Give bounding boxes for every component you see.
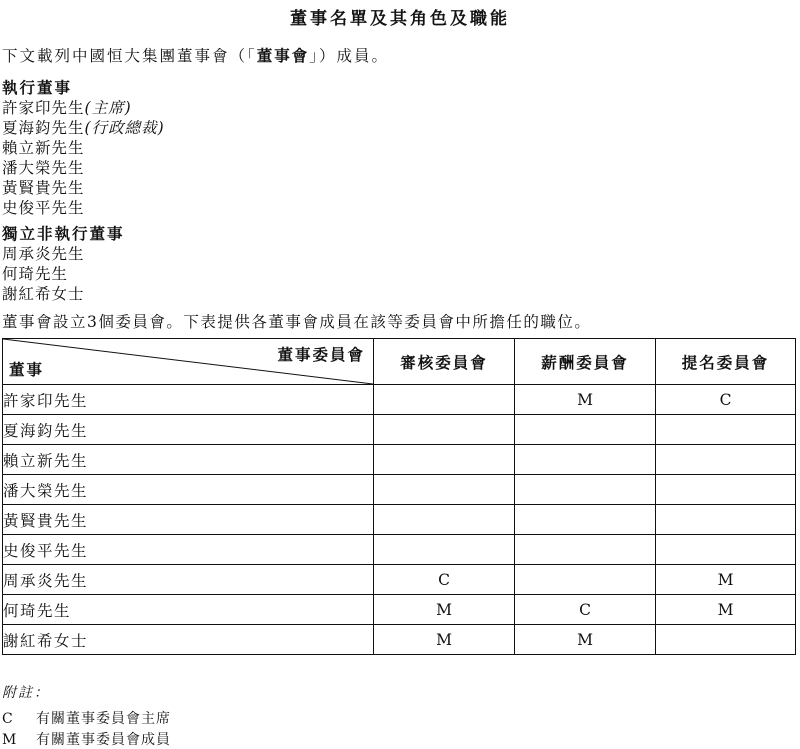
director-name: 賴立新先生 (2, 139, 85, 157)
director-name: 許家印先生 (2, 99, 85, 117)
executive-directors-section (2, 78, 165, 218)
audit-role-cell (374, 415, 515, 445)
row-director-name: 許家印先生 (3, 385, 374, 415)
audit-role-cell (374, 385, 515, 415)
director-name: 黃賢貴先生 (2, 179, 85, 197)
remuneration-role-cell (515, 535, 656, 565)
table-corner-cell (3, 339, 374, 385)
director-name: 潘大榮先生 (2, 159, 85, 177)
corner-label-directors: 董事 (9, 361, 45, 379)
nomination-role-cell (656, 535, 796, 565)
intro-text-end: 」）成員。 (309, 47, 390, 65)
column-header-remuneration: 薪酬委員會 (515, 339, 656, 385)
corner-label-committees: 董事委員會 (277, 346, 365, 364)
committee-roles-table (2, 338, 796, 655)
notes-heading: 附註： (2, 685, 50, 701)
table-row (3, 445, 796, 475)
remuneration-role-cell (515, 415, 656, 445)
row-director-name: 黃賢貴先生 (3, 505, 374, 535)
executive-director-line (2, 198, 165, 218)
director-name: 史俊平先生 (2, 199, 85, 217)
table-row (3, 625, 796, 655)
table-row (3, 565, 796, 595)
column-header-nomination: 提名委員會 (656, 339, 796, 385)
committee-intro: 董事會設立3個委員會。下表提供各董事會成員在該等委員會中所擔任的職位。 (2, 313, 592, 331)
note-item (2, 729, 171, 749)
nomination-role-cell: M (656, 565, 796, 595)
remuneration-role-cell: M (515, 625, 656, 655)
note-item (2, 708, 171, 728)
row-director-name: 何琦先生 (3, 595, 374, 625)
independent-director-line: 周承炎先生 (2, 245, 85, 263)
table-row (3, 415, 796, 445)
nomination-role-cell (656, 445, 796, 475)
audit-role-cell: M (374, 625, 515, 655)
executive-director-line (2, 138, 165, 158)
note-text: 有關董事委員會成員 (36, 732, 171, 748)
table-row (3, 475, 796, 505)
table-row (3, 535, 796, 565)
note-text: 有關董事委員會主席 (36, 711, 171, 727)
independent-director-line: 何琦先生 (2, 265, 69, 283)
row-director-name: 周承炎先生 (3, 565, 374, 595)
audit-role-cell: C (374, 565, 515, 595)
row-director-name: 謝紅希女士 (3, 625, 374, 655)
nomination-role-cell (656, 415, 796, 445)
note-key: C (2, 711, 14, 727)
row-director-name: 賴立新先生 (3, 445, 374, 475)
director-role: (行政總裁) (84, 119, 165, 137)
nomination-role-cell (656, 475, 796, 505)
director-name: 夏海鈞先生 (2, 119, 85, 137)
executive-director-line (2, 158, 165, 178)
intro-paragraph (2, 44, 389, 66)
intro-bold-term: 董事會 (256, 47, 310, 65)
nomination-role-cell: C (656, 385, 796, 415)
nomination-role-cell (656, 625, 796, 655)
remuneration-role-cell (515, 445, 656, 475)
nomination-role-cell: M (656, 595, 796, 625)
executive-directors-heading: 執行董事 (2, 79, 73, 97)
row-director-name: 夏海鈞先生 (3, 415, 374, 445)
row-director-name: 史俊平先生 (3, 535, 374, 565)
executive-director-line (2, 118, 165, 138)
independent-directors-heading: 獨立非執行董事 (2, 225, 125, 243)
director-role: (主席) (84, 99, 132, 117)
nomination-role-cell (656, 505, 796, 535)
table-row (3, 505, 796, 535)
executive-director-line (2, 98, 165, 118)
remuneration-role-cell: C (515, 595, 656, 625)
audit-role-cell (374, 535, 515, 565)
executive-director-line (2, 178, 165, 198)
remuneration-role-cell (515, 475, 656, 505)
table-row (3, 595, 796, 625)
table-header-row (3, 339, 796, 385)
audit-role-cell (374, 505, 515, 535)
remuneration-role-cell: M (515, 385, 656, 415)
audit-role-cell (374, 445, 515, 475)
remuneration-role-cell (515, 565, 656, 595)
page-title: 董事名單及其角色及職能 (290, 9, 510, 29)
remuneration-role-cell (515, 505, 656, 535)
independent-director-line: 謝紅希女士 (2, 285, 85, 303)
intro-text-start: 下文載列中國恒大集團董事會（「 (2, 47, 257, 65)
row-director-name: 潘大榮先生 (3, 475, 374, 505)
table-row (3, 385, 796, 415)
independent-directors-section (2, 224, 125, 304)
audit-role-cell: M (374, 595, 515, 625)
audit-role-cell (374, 475, 515, 505)
note-key: M (2, 732, 18, 748)
column-header-audit: 審核委員會 (374, 339, 515, 385)
